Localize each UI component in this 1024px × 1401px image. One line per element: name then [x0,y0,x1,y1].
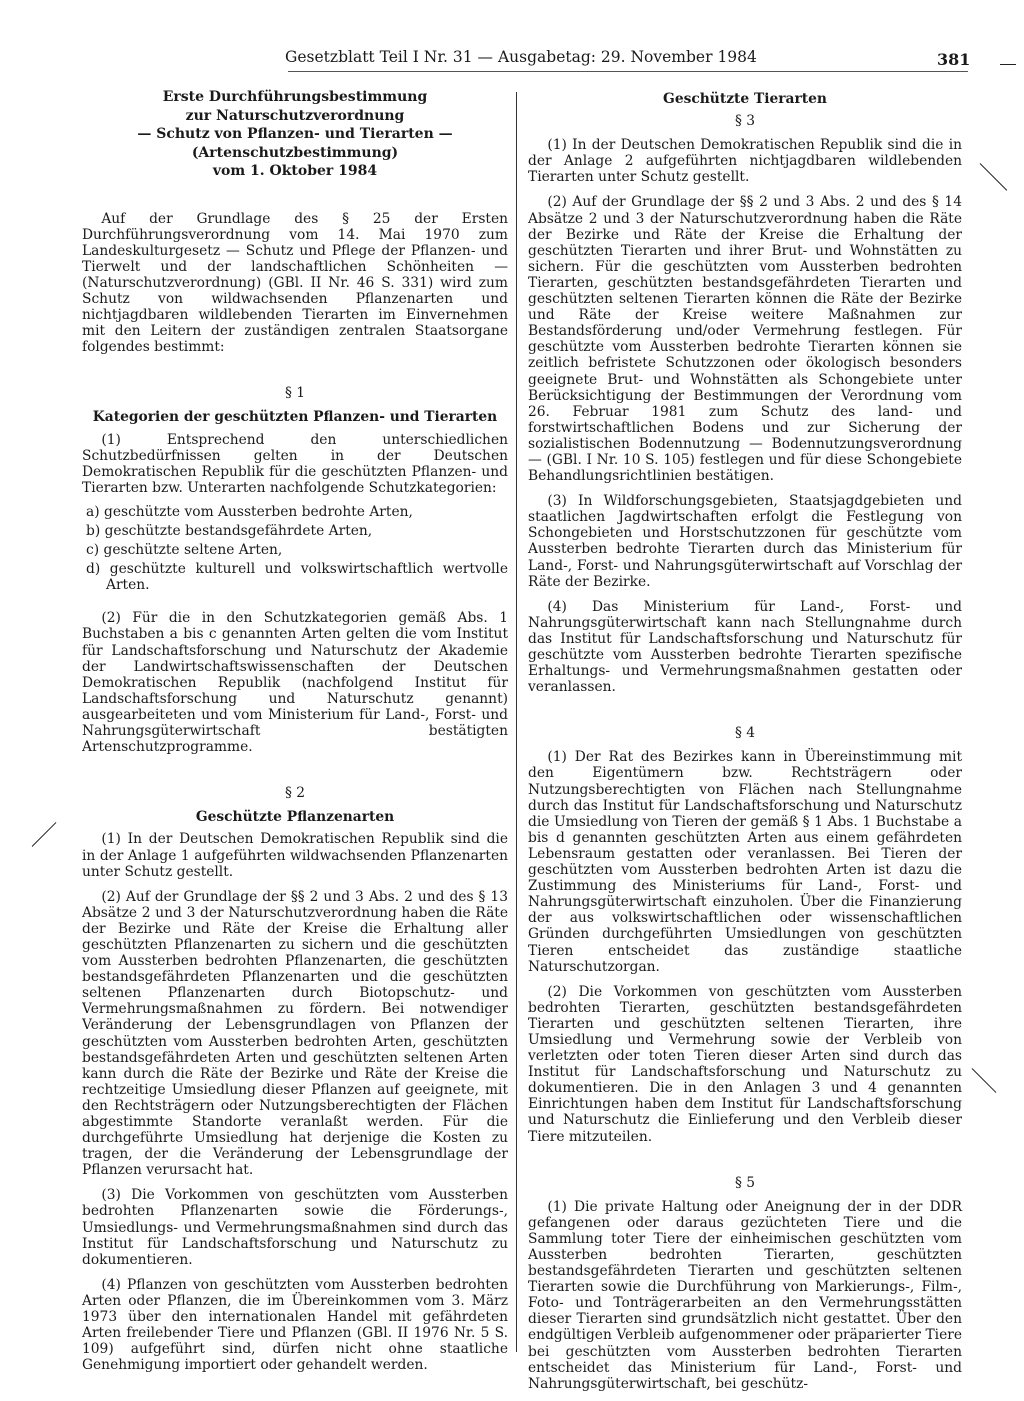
right-column [528,91,962,1392]
category-list [82,504,508,593]
ordinance-title-2: zur Naturschutzverordnung [185,107,405,124]
section-2-para-3: (3) Die Vorkommen von geschützten vom Aussterben bedrohten Pflanzenarten sowie die Förderungs-, Umsiedlungs- und Vermehrungsmaßnahmen sind durch das Institut für Landschaftsforschung und Naturschutz zu dokumentieren. [82,1187,508,1268]
section-1-para-1: (1) Entsprechend den unterschiedlichen Schutzbedürfnissen gelten in der Deutschen Demokratischen Republik für die geschützten Pflanzen- und Tierarten bzw. Unterarten nachfolgende Schutzkategorien: [82,431,508,496]
section-1-para-2: (2) Für die in den Schutzkategorien gemäß Abs. 1 Buchstaben a bis c genannten Arten gelten die vom Institut für Landschaftsforschung und Naturschutz der Akademie der Landwirtschaftswissenschaften der Deutschen Demokratischen Republik (nachfolgend Institut für Landschaftsforschung und Naturschutz genannt) ausgearbeiteten und vom Ministerium für Land-, Forst- und Nahrungsgüterwirtschaft bestätigten Artenschutzprogramme. [82,610,508,756]
ordinance-date: vom 1. Oktober 1984 [212,163,378,179]
section-3-para-2: (2) Auf der Grundlage der §§ 2 und 3 Abs. 2 und des § 14 Absätze 2 und 3 der Naturschutzverordnung haben die Räte der Bezirke und Räte der Kreise die Erhaltung der geschützten Tierarten und ihrer Brut- und Wohnstätten zu sichern. Für die geschützten vom Aussterben bedrohten Tierarten, geschützten bestandsgefährdeten Tierarten und geschützten seltenen Tierarten können die Räte der Bezirke und Räte der Kreise weitere Maßnahmen zur Bestandsförderung und/oder Vermehrung festlegen. Für geschützte vom Aussterben bedrohte Tierarten können sie zeitlich befristete Schutzzonen oder ökologisch besonders geeignete Brut- und Wohnstätten als Schongebiete unter Berücksichtigung der Bestimmungen der Verordnung vom 26. Februar 1981 zum Schutz des land- und forstwirtschaftlichen Bodens und zur Sicherung der sozialistischen Bodennutzung — Bodennutzungsverordnung — (GBl. I Nr. 10 S. 105) festlegen und für diese Schongebiete Behandlungsrichtlinien bestätigen. [528,194,962,485]
list-item: a) geschützte vom Aussterben bedrohte Arten, [86,503,413,520]
header-rule [288,71,968,72]
margin-mark-left [32,822,57,847]
section-4-number: § 4 [734,725,756,742]
list-item: b) geschützte bestandsgefährdete Arten, [86,523,373,539]
section-2-para-1: (1) In der Deutschen Demokratischen Republik sind die in der Anlage 1 aufgeführten wildwachsenden Pflanzenarten unter Schutz gestellt. [82,831,508,880]
margin-mark-right-top [980,163,1008,191]
section-1-number: § 1 [284,385,306,402]
page-header [0,46,1024,76]
column-divider [516,92,517,1352]
left-column [82,88,508,1373]
section-2-number: § 2 [284,785,306,802]
section-3-para-1: (1) In der Deutschen Demokratischen Republik sind die in der Anlage 2 aufgeführten nichtjagdbaren wildlebenden Tierarten unter Schutz gestellt. [528,137,962,186]
section-1-heading: Kategorien der geschützten Pflanzen- und Tierarten [92,409,498,426]
list-item: c) geschützte seltene Arten, [86,542,283,559]
section-2-para-2: (2) Auf der Grundlage der §§ 2 und 3 Abs. 2 und des § 13 Absätze 2 und 3 der Naturschutzverordnung haben die Räte der Bezirke und Räte der Kreise die Erhaltung aller geschützten Pflanzenarten zu sichern und die geschützten vom Aussterben bedrohten Pflanzenarten, die geschützten bestandsgefährdeten Pflanzenarten und die geschützten seltenen Pflanzenarten durch Biotopschutz- und Vermehrungsmaßnahmen zu fördern. Bei notwendiger Veränderung der Lebensgrundlagen von Pflanzen der geschützten vom Aussterben bedrohten Arten, geschützten bestandsgefährdeten Arten und geschützten seltenen Arten kann durch die Räte der Bezirke und Räte der Kreise die rechtzeitige Umsiedlung dieser Pflanzen auf geeignete, mit den Rechtsträgern oder Nutzungsberechtigten der Flächen abgestimmte Standorte veranlaßt werden. Für die durchgeführte Umsiedlung hat derjenige die Kosten zu tragen, der die Veränderung der Lebensgrundlage der Pflanzen verursacht hat. [82,888,508,1179]
ordinance-title-3: — Schutz von Pflanzen- und Tierarten — [137,126,453,142]
header-title: Gesetzblatt Teil I Nr. 31 — Ausgabetag: 29. November 1984 [285,48,757,66]
section-3-para-3: (3) In Wildforschungsgebieten, Staatsjagdgebieten und staatlichen Jagdwirtschaften erfolgt die Festlegung von Schongebieten und Horstschutzzonen für geschützte vom Aussterben bedrohte Tierarten durch das Ministerium für Land-, Forst- und Nahrungsgüterwirtschaft auf Vorschlag der Räte der Bezirke. [528,493,962,590]
list-item: d) geschützte kulturell und volkswirtschaftlich wertvolle Arten. [86,561,508,594]
ordinance-title-4: (Artenschutzbestimmung) [191,144,399,161]
section-4-para-2: (2) Die Vorkommen von geschützten vom Aussterben bedrohten Tierarten, geschützten bestandsgefährdeten Tierarten und geschützten seltenen Tierarten, ihre Umsiedlung und Vermehrung sowie der Verbleib von verletzten oder toten Tieren dieser Arten sind durch das Institut für Landschaftsforschung und Naturschutz zu dokumentieren. Die in den Anlagen 3 und 4 genannten Einrichtungen haben dem Institut für Landschaftsforschung und Naturschutz die Einlieferung und den Verbleib dieser Tiere mitzuteilen. [528,983,962,1145]
section-2-heading: Geschützte Pflanzenarten [195,809,395,826]
section-3-heading: Geschützte Tierarten [663,91,827,107]
ordinance-title-1: Erste Durchführungsbestimmung [162,89,428,105]
margin-mark-right-corner [1000,64,1016,65]
preamble: Auf der Grundlage des § 25 der Ersten Durchführungsverordnung vom 14. Mai 1970 zum Landeskulturgesetz — Schutz und Pflege der Pflanzen- und Tierwelt und der landschaftlichen Schönheiten — (Naturschutzverordnung) (GBl. II Nr. 46 S. 331) wird zum Schutz von wildwachsenden Pflanzenarten und nichtjagdbaren wildlebenden Tierarten im Einvernehmen mit den Leitern der zuständigen zentralen Staatsorgane folgendes bestimmt: [82,210,508,356]
section-3-para-4: (4) Das Ministerium für Land-, Forst- und Nahrungsgüterwirtschaft kann nach Stellungnahme durch das Institut für Landschaftsforschung und Naturschutz für geschützte vom Aussterben bedrohte Tierarten spezifische Erhaltungs- und Vermehrungsmaßnahmen gestatten oder veranlassen. [528,598,962,696]
section-3-number: § 3 [734,113,756,130]
page-number: 381 [937,50,971,69]
margin-mark-right-bottom [972,1068,997,1093]
section-2-para-4: (4) Pflanzen von geschützten vom Aussterben bedrohten Arten oder Pflanzen, die im Übereinkommen vom 3. März 1973 über den internationalen Handel mit gefährdeten Arten freilebender Tiere und Pflanzen (GBl. II 1976 Nr. 5 S. 109) aufgeführt sind, dürfen nicht ohne staatliche Genehmigung importiert oder gehandelt werden. [82,1276,508,1374]
section-4-para-1: (1) Der Rat des Bezirkes kann in Übereinstimmung mit den Eigentümern bzw. Rechtsträgern oder Nutzungsberechtigten von Flächen nach Stellungnahme durch das Institut für Landschaftsforschung und Naturschutz die Umsiedlung von Tieren der gemäß § 1 Abs. 1 Buchstabe a bis d genannten geschützten Arten aus einem gefährdeten Lebensraum gestatten oder veranlassen. Bei Tieren der geschützten vom Aussterben bedrohten Arten ist dazu die Zustimmung des Ministeriums für Land-, Forst- und Nahrungsgüterwirtschaft einzuholen. Über die Finanzierung der aus volkswirtschaftlichen oder wissenschaftlichen Gründen durchgeführten Umsiedlungen von geschützten Tieren entscheidet das zuständige staatliche Naturschutzorgan. [528,749,962,975]
section-5-number: § 5 [734,1174,756,1191]
section-5-para-1: (1) Die private Haltung oder Aneignung der in der DDR gefangenen oder daraus gezüchteten Tiere und die Sammlung toter Tiere der einheimischen geschützten vom Aussterben bedrohten Tierarten, geschützten bestandsgefährdeten Tierarten und geschützten seltenen Tierarten sowie die Durchführung von Markierungs-, Film-, Foto- und Tonträgerarbeiten an den Vermehrungsstätten dieser Tierarten sind grundsätzlich nicht gestattet. Über den endgültigen Verbleib aufgenommener oder präparierter Tiere bei geschützten vom Aussterben bedrohten Tierarten entscheidet das Ministerium für Land-, Forst- und Nahrungsgüterwirtschaft, bei geschütz- [528,1198,962,1392]
